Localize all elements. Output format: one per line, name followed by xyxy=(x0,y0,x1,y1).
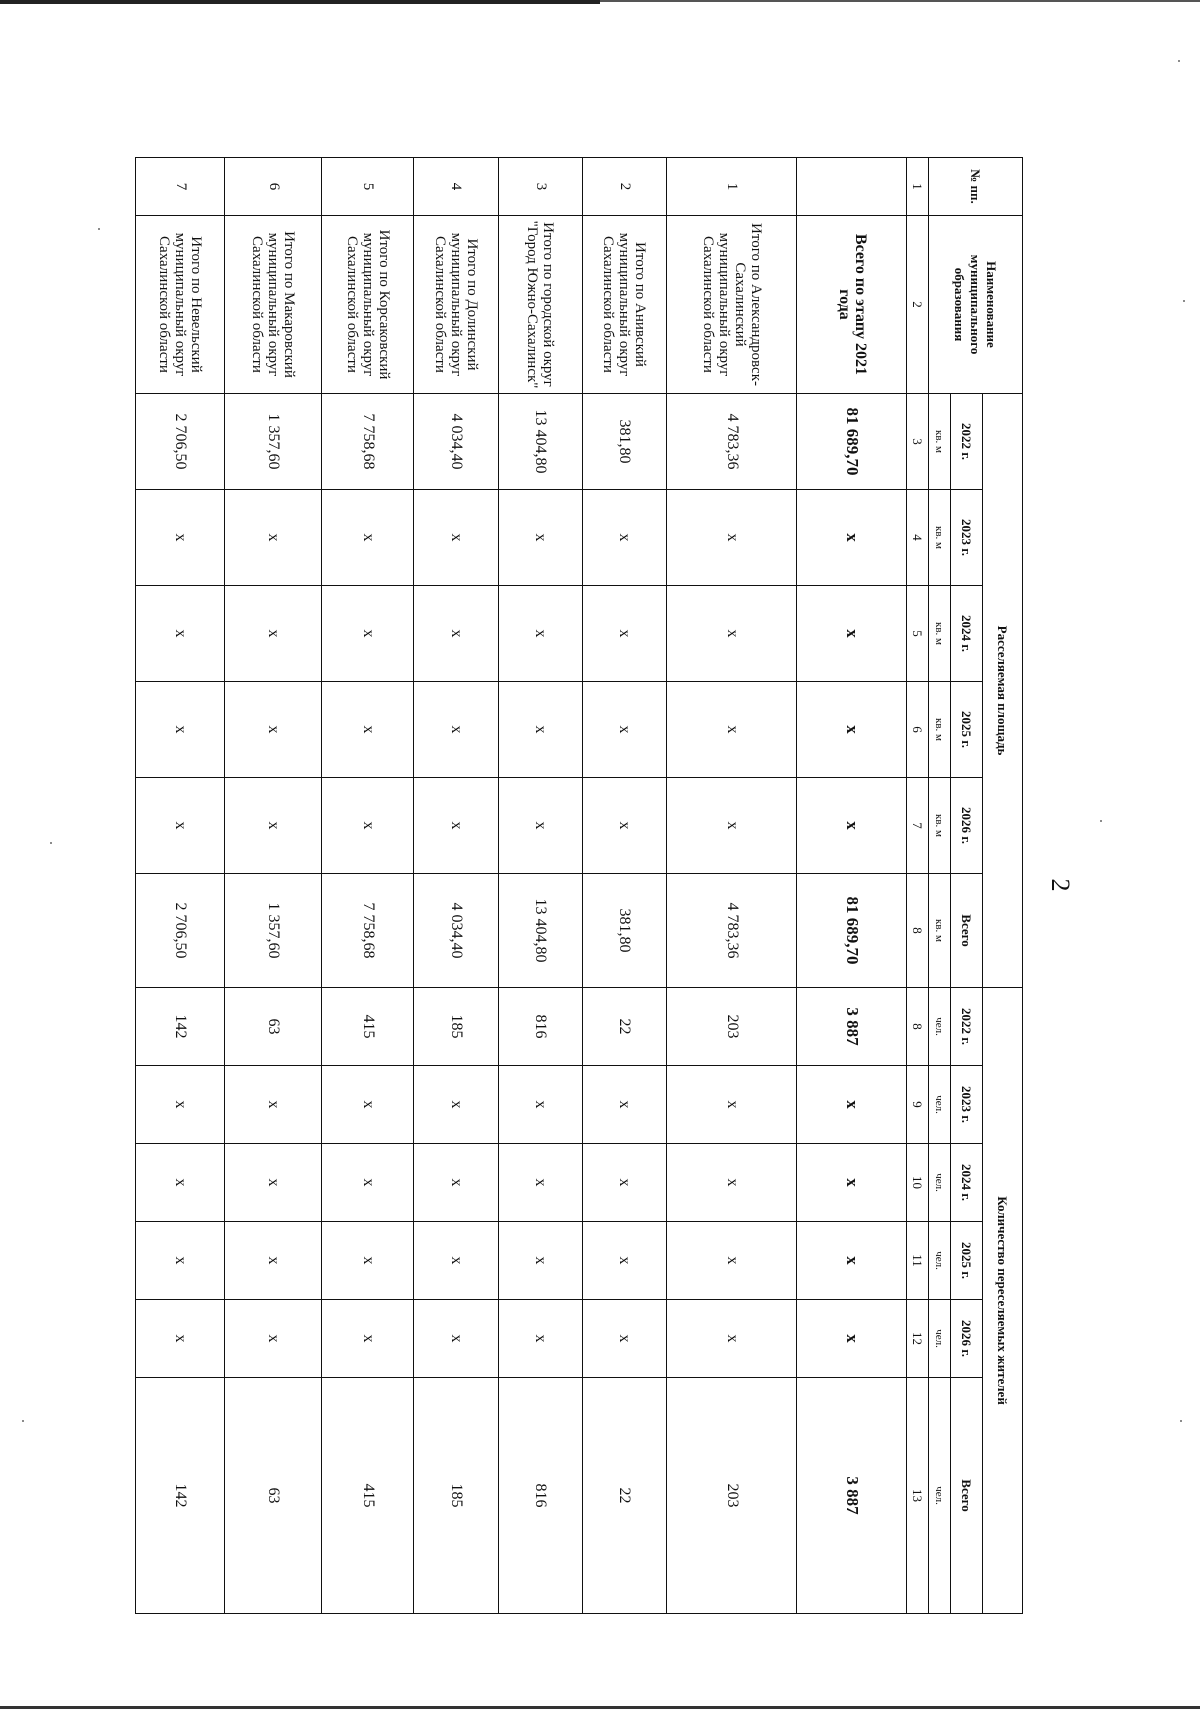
people-cell: x xyxy=(498,1066,582,1144)
people-cell: 142 xyxy=(136,1378,225,1614)
area-cell: 2 706,50 xyxy=(136,874,225,988)
area-cell: x xyxy=(322,490,414,586)
table-row xyxy=(797,158,907,1614)
column-number: 7 xyxy=(907,778,929,874)
people-cell: x xyxy=(498,1300,582,1378)
people-cell: x xyxy=(225,1300,322,1378)
year-header-people: 2026 г. xyxy=(951,1300,983,1378)
column-numbers-row xyxy=(907,158,929,1614)
people-cell: x xyxy=(667,1300,797,1378)
people-cell: x xyxy=(322,1066,414,1144)
people-cell: x xyxy=(667,1222,797,1300)
scan-speck xyxy=(22,1420,24,1422)
people-cell: x xyxy=(498,1144,582,1222)
area-cell: x xyxy=(225,778,322,874)
row-number: 2 xyxy=(582,158,666,216)
people-cell: x xyxy=(797,1066,907,1144)
municipality-name: Итого по Долинский муниципальный округ Сахалинской области xyxy=(414,216,498,394)
scan-edge-top-right xyxy=(600,0,1200,2)
people-cell: x xyxy=(667,1066,797,1144)
rotated-table-area xyxy=(135,157,1023,1613)
column-number: 4 xyxy=(907,490,929,586)
municipality-name: Итого по Корсаковский муниципальный округ Сахалинской области xyxy=(322,216,414,394)
people-cell: x xyxy=(136,1222,225,1300)
row-number: 1 xyxy=(667,158,797,216)
column-number: 8 xyxy=(907,874,929,988)
area-cell: 1 357,60 xyxy=(225,874,322,988)
year-header-people: Всего xyxy=(951,1378,983,1614)
people-cell: 142 xyxy=(136,988,225,1066)
unit-people: чел. xyxy=(929,1144,951,1222)
unit-people: чел. xyxy=(929,1300,951,1378)
year-header-area: 2026 г. xyxy=(951,778,983,874)
people-cell: x xyxy=(797,1144,907,1222)
people-cell: x xyxy=(136,1144,225,1222)
people-cell: 185 xyxy=(414,1378,498,1614)
area-cell: 4 034,40 xyxy=(414,874,498,988)
area-cell: 13 404,80 xyxy=(498,874,582,988)
area-cell: x xyxy=(414,778,498,874)
area-cell: 13 404,80 xyxy=(498,394,582,490)
year-header-people: 2023 г. xyxy=(951,1066,983,1144)
people-cell: x xyxy=(797,1222,907,1300)
row-number: 4 xyxy=(414,158,498,216)
people-cell: x xyxy=(582,1300,666,1378)
area-cell: 81 689,70 xyxy=(797,394,907,490)
unit-people: чел. xyxy=(929,1222,951,1300)
table-rotator xyxy=(135,157,1023,1613)
column-number: 10 xyxy=(907,1144,929,1222)
area-cell: x xyxy=(498,778,582,874)
people-cell: 22 xyxy=(582,1378,666,1614)
column-number: 1 xyxy=(907,158,929,216)
scan-edge-bottom xyxy=(0,1706,1200,1709)
scan-speck xyxy=(50,842,52,844)
scan-speck xyxy=(1180,1420,1182,1422)
year-header-people: 2025 г. xyxy=(951,1222,983,1300)
area-cell: x xyxy=(322,682,414,778)
area-cell: x xyxy=(225,490,322,586)
area-cell: x xyxy=(225,586,322,682)
area-cell: x xyxy=(667,586,797,682)
municipality-name: Итого по Анивский муниципальный округ Сахалинской области xyxy=(582,216,666,394)
year-header-people: 2022 г. xyxy=(951,988,983,1066)
people-cell: x xyxy=(582,1066,666,1144)
year-header-area: 2024 г. xyxy=(951,586,983,682)
area-cell: 81 689,70 xyxy=(797,874,907,988)
area-cell: 4 783,36 xyxy=(667,394,797,490)
scan-speck xyxy=(1178,60,1180,62)
people-cell: x xyxy=(498,1222,582,1300)
table-row xyxy=(414,158,498,1614)
area-cell: 7 758,68 xyxy=(322,394,414,490)
area-cell: 381,80 xyxy=(582,394,666,490)
people-cell: x xyxy=(582,1222,666,1300)
unit-people: чел. xyxy=(929,1066,951,1144)
area-cell: x xyxy=(498,490,582,586)
people-cell: x xyxy=(322,1144,414,1222)
people-cell: 3 887 xyxy=(797,988,907,1066)
area-cell: x xyxy=(414,490,498,586)
column-number: 2 xyxy=(907,216,929,394)
unit-area: кв. м xyxy=(929,394,951,490)
table-row xyxy=(667,158,797,1614)
area-cell: x xyxy=(225,682,322,778)
resettlement-table xyxy=(135,157,1023,1614)
unit-area: кв. м xyxy=(929,874,951,988)
column-number: 13 xyxy=(907,1378,929,1614)
unit-area: кв. м xyxy=(929,586,951,682)
municipality-name: Итого по Александровск-Сахалинский муниципальный округ Сахалинской области xyxy=(667,216,797,394)
area-cell: x xyxy=(582,586,666,682)
page-number: 2 xyxy=(1046,878,1075,892)
column-number: 8 xyxy=(907,988,929,1066)
unit-people: чел. xyxy=(929,988,951,1066)
column-number: 6 xyxy=(907,682,929,778)
people-cell: x xyxy=(322,1300,414,1378)
area-cell: x xyxy=(136,490,225,586)
people-cell: 63 xyxy=(225,1378,322,1614)
people-cell: 63 xyxy=(225,988,322,1066)
area-cell: x xyxy=(582,490,666,586)
area-cell: 4 783,36 xyxy=(667,874,797,988)
table-row xyxy=(498,158,582,1614)
people-cell: x xyxy=(414,1300,498,1378)
unit-people: чел. xyxy=(929,1378,951,1614)
municipality-name: Всего по этапу 2021 года xyxy=(797,216,907,394)
year-header-area: Всего xyxy=(951,874,983,988)
people-cell: 816 xyxy=(498,988,582,1066)
row-number: 6 xyxy=(225,158,322,216)
table-row xyxy=(225,158,322,1614)
row-number: 7 xyxy=(136,158,225,216)
area-cell: 2 706,50 xyxy=(136,394,225,490)
people-cell: x xyxy=(136,1300,225,1378)
area-cell: x xyxy=(667,490,797,586)
header-group-people: Количество переселяемых жителей xyxy=(983,988,1023,1614)
area-cell: 1 357,60 xyxy=(225,394,322,490)
scan-speck xyxy=(1183,300,1185,302)
column-number: 9 xyxy=(907,1066,929,1144)
people-cell: 203 xyxy=(667,1378,797,1614)
header-group-area: Расселяемая площадь xyxy=(983,394,1023,988)
people-cell: x xyxy=(225,1222,322,1300)
people-cell: x xyxy=(225,1144,322,1222)
people-cell: x xyxy=(797,1300,907,1378)
people-cell: 203 xyxy=(667,988,797,1066)
people-cell: x xyxy=(322,1222,414,1300)
area-cell: x xyxy=(667,778,797,874)
area-cell: x xyxy=(136,586,225,682)
area-cell: 4 034,40 xyxy=(414,394,498,490)
table-row xyxy=(136,158,225,1614)
people-cell: x xyxy=(414,1144,498,1222)
area-cell: x xyxy=(414,682,498,778)
municipality-name: Итого по Невельский муниципальный округ Сахалинской области xyxy=(136,216,225,394)
unit-area: кв. м xyxy=(929,778,951,874)
people-cell: 415 xyxy=(322,988,414,1066)
column-number: 5 xyxy=(907,586,929,682)
area-cell: 7 758,68 xyxy=(322,874,414,988)
scan-speck xyxy=(98,228,100,230)
area-cell: x xyxy=(136,778,225,874)
area-cell: x xyxy=(322,586,414,682)
row-number: 3 xyxy=(498,158,582,216)
unit-area: кв. м xyxy=(929,682,951,778)
header-name: Наименование муниципального образования xyxy=(929,216,1023,394)
area-cell: x xyxy=(414,586,498,682)
people-cell: x xyxy=(225,1066,322,1144)
year-header-area: 2022 г. xyxy=(951,394,983,490)
row-number xyxy=(797,158,907,216)
table-row xyxy=(582,158,666,1614)
year-header-area: 2023 г. xyxy=(951,490,983,586)
municipality-name: Итого по Макаровский муниципальный округ Сахалинской области xyxy=(225,216,322,394)
header-num: № пп. xyxy=(929,158,1023,216)
area-cell: x xyxy=(582,682,666,778)
people-cell: 3 887 xyxy=(797,1378,907,1614)
area-cell: x xyxy=(797,778,907,874)
unit-area: кв. м xyxy=(929,490,951,586)
people-cell: 816 xyxy=(498,1378,582,1614)
scan-edge-top xyxy=(0,0,600,4)
people-cell: 22 xyxy=(582,988,666,1066)
people-cell: x xyxy=(136,1066,225,1144)
people-cell: 415 xyxy=(322,1378,414,1614)
column-number: 11 xyxy=(907,1222,929,1300)
people-cell: x xyxy=(582,1144,666,1222)
column-number: 3 xyxy=(907,394,929,490)
people-cell: x xyxy=(414,1066,498,1144)
area-cell: 381,80 xyxy=(582,874,666,988)
year-header-people: 2024 г. xyxy=(951,1144,983,1222)
area-cell: x xyxy=(797,586,907,682)
year-header-area: 2025 г. xyxy=(951,682,983,778)
area-cell: x xyxy=(667,682,797,778)
area-cell: x xyxy=(498,682,582,778)
table-row xyxy=(322,158,414,1614)
area-cell: x xyxy=(322,778,414,874)
column-number: 12 xyxy=(907,1300,929,1378)
area-cell: x xyxy=(498,586,582,682)
area-cell: x xyxy=(582,778,666,874)
row-number: 5 xyxy=(322,158,414,216)
people-cell: 185 xyxy=(414,988,498,1066)
people-cell: x xyxy=(414,1222,498,1300)
area-cell: x xyxy=(797,682,907,778)
people-cell: x xyxy=(667,1144,797,1222)
municipality-name: Итого по городской округ "Город Южно-Сахалинск" xyxy=(498,216,582,394)
table-body xyxy=(136,158,907,1614)
scan-speck xyxy=(1100,820,1102,822)
area-cell: x xyxy=(136,682,225,778)
area-cell: x xyxy=(797,490,907,586)
